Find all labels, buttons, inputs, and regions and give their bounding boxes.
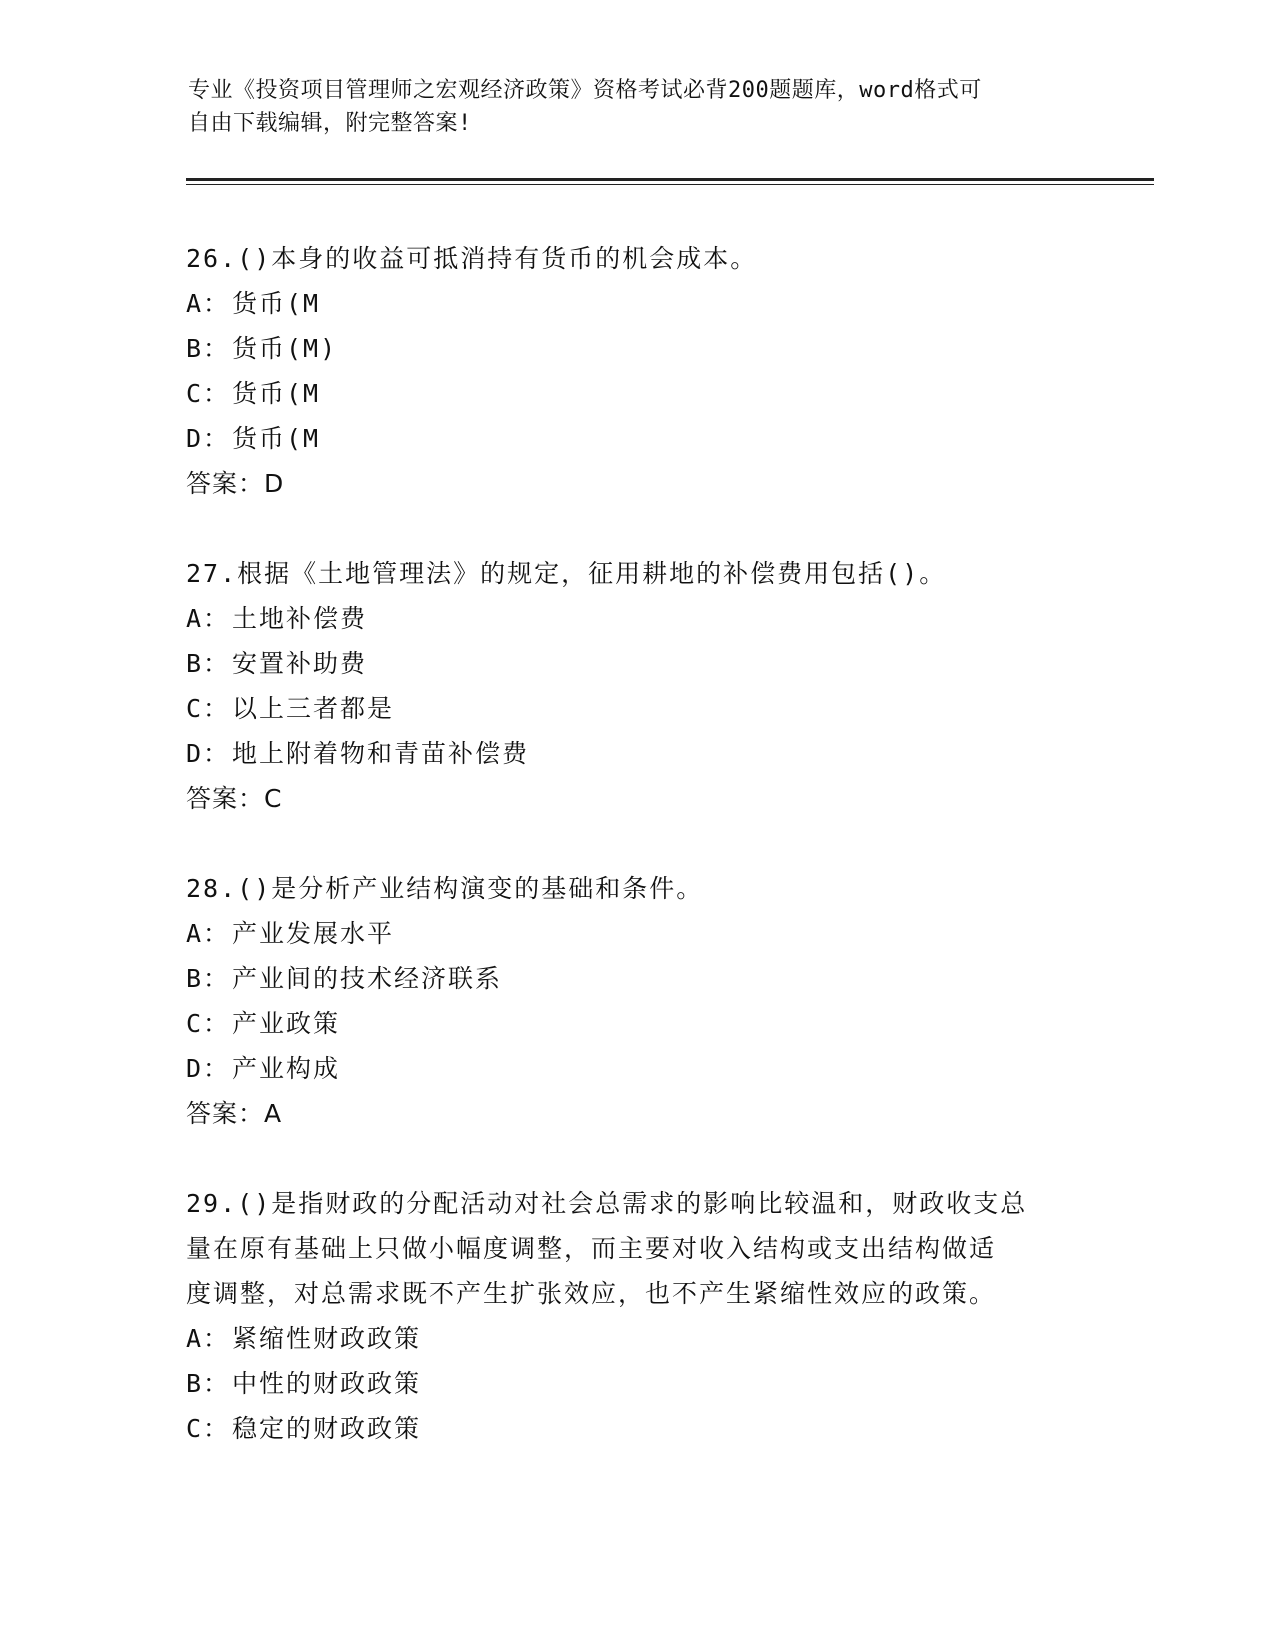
option-text: 中性的财政政策 <box>232 1369 422 1398</box>
option-text: 土地补偿费 <box>232 604 368 633</box>
header-line-1: 专业《投资项目管理师之宏观经济政策》资格考试必背200题题库，word格式可 <box>188 78 982 103</box>
option-letter: C： <box>186 379 231 408</box>
option-c <box>186 371 1086 416</box>
option-text: 产业发展水平 <box>232 919 395 948</box>
option-text: 以上三者都是 <box>232 694 395 723</box>
option-text: 地上附着物和青苗补偿费 <box>232 739 530 768</box>
header-divider-thin <box>186 184 1154 185</box>
answer-line: 答案：A <box>186 1099 283 1128</box>
option-letter: B： <box>186 964 231 993</box>
question-list <box>186 236 1086 1451</box>
option-b <box>186 956 1086 1001</box>
question-27 <box>186 551 1086 821</box>
option-d <box>186 416 1086 461</box>
option-text: 货币(M <box>232 424 321 453</box>
option-text: 紧缩性财政政策 <box>232 1324 422 1353</box>
option-letter: D： <box>186 424 231 453</box>
option-a <box>186 596 1086 641</box>
option-d <box>186 731 1086 776</box>
header-line-2: 自由下载编辑，附完整答案! <box>188 111 472 136</box>
answer-line: 答案：D <box>186 469 285 498</box>
answer-line: 答案：C <box>186 784 283 813</box>
question-spacer <box>186 821 1086 866</box>
question-stem-line-3: 度调整，对总需求既不产生扩张效应，也不产生紧缩性效应的政策。 <box>186 1279 997 1308</box>
option-b <box>186 326 1086 371</box>
option-b <box>186 641 1086 686</box>
question-spacer <box>186 506 1086 551</box>
option-c <box>186 1001 1086 1046</box>
option-text: 产业政策 <box>232 1009 341 1038</box>
option-text: 稳定的财政政策 <box>232 1414 422 1443</box>
question-stem: 27.根据《土地管理法》的规定，征用耕地的补偿费用包括()。 <box>186 559 947 588</box>
option-letter: A： <box>186 289 231 318</box>
option-letter: D： <box>186 1054 231 1083</box>
option-c <box>186 1406 1086 1451</box>
option-letter: D： <box>186 739 231 768</box>
option-d <box>186 1046 1086 1091</box>
option-letter: C： <box>186 694 231 723</box>
question-stem-line-2: 量在原有基础上只做小幅度调整，而主要对收入结构或支出结构做适 <box>186 1234 997 1263</box>
option-letter: C： <box>186 1414 231 1443</box>
option-text: 货币(M <box>232 379 321 408</box>
option-text: 产业间的技术经济联系 <box>232 964 503 993</box>
option-text: 货币(M <box>232 289 321 318</box>
question-28 <box>186 866 1086 1136</box>
option-a <box>186 911 1086 956</box>
question-stem-line-1: 29.()是指财政的分配活动对社会总需求的影响比较温和，财政收支总 <box>186 1189 1028 1218</box>
option-a <box>186 281 1086 326</box>
header-divider-thick <box>186 178 1154 181</box>
option-text: 产业构成 <box>232 1054 341 1083</box>
option-letter: A： <box>186 919 231 948</box>
option-letter: B： <box>186 334 231 363</box>
question-spacer <box>186 1136 1086 1181</box>
option-letter: A： <box>186 1324 231 1353</box>
option-letter: C： <box>186 1009 231 1038</box>
document-header <box>188 74 1068 140</box>
option-text: 货币(M) <box>232 334 338 363</box>
option-a <box>186 1316 1086 1361</box>
option-letter: A： <box>186 604 231 633</box>
question-29 <box>186 1181 1086 1451</box>
question-26 <box>186 236 1086 506</box>
option-letter: B： <box>186 1369 231 1398</box>
option-letter: B： <box>186 649 231 678</box>
option-c <box>186 686 1086 731</box>
option-b <box>186 1361 1086 1406</box>
question-stem: 28.()是分析产业结构演变的基础和条件。 <box>186 874 704 903</box>
question-stem: 26.()本身的收益可抵消持有货币的机会成本。 <box>186 244 758 273</box>
option-text: 安置补助费 <box>232 649 368 678</box>
